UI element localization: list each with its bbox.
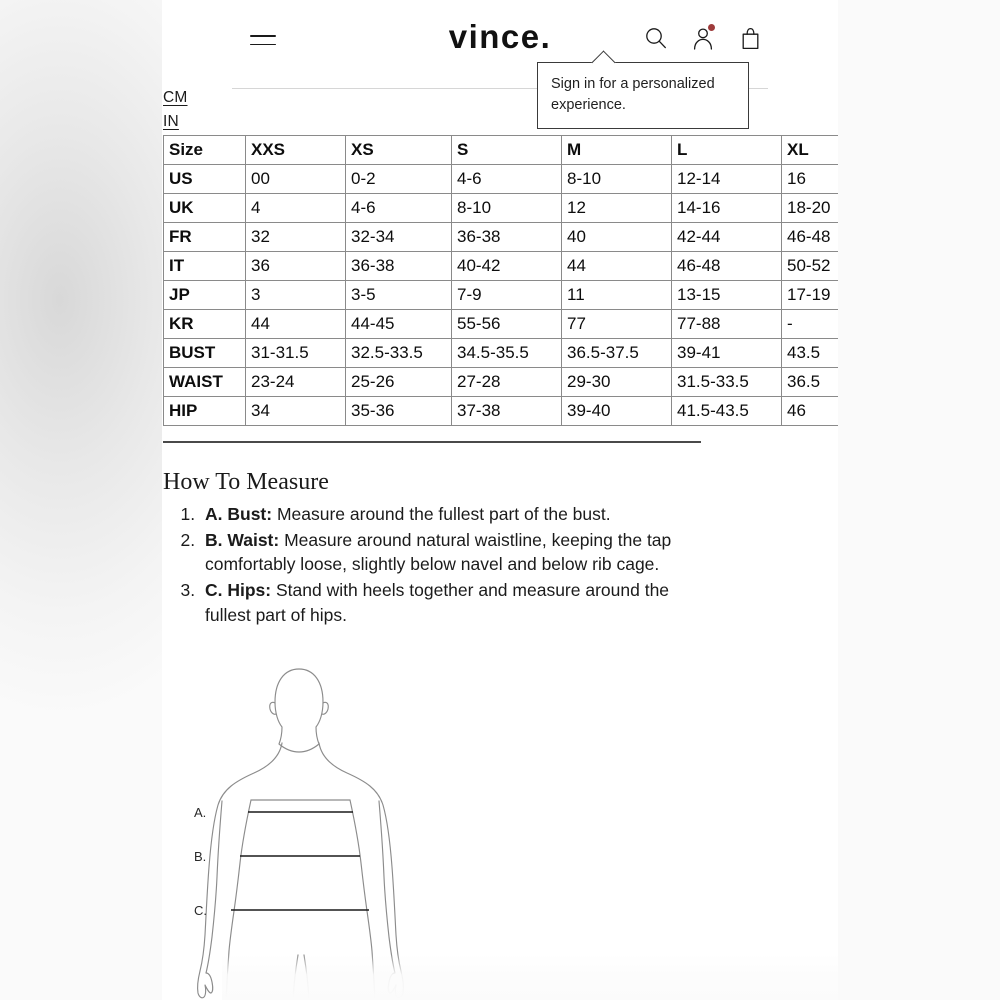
table-cell: 14-16 <box>672 194 782 223</box>
unit-option-cm[interactable]: CM <box>163 89 188 106</box>
unit-toggle <box>163 86 188 135</box>
account-notification-badge <box>708 24 715 31</box>
table-row <box>164 310 839 339</box>
table-cell: 36.5-37.5 <box>562 339 672 368</box>
measure-item-text: Stand with heels together and measure around the fullest part of hips. <box>205 580 670 626</box>
table-cell: 46-48 <box>672 252 782 281</box>
table-cell: 16 <box>782 165 839 194</box>
table-row <box>164 194 839 223</box>
body-measurement-diagram <box>162 655 838 1000</box>
table-row <box>164 281 839 310</box>
header-icon-group <box>643 24 763 52</box>
table-cell: 17-19 <box>782 281 839 310</box>
sign-in-tooltip[interactable]: Sign in for a personalized experience. <box>537 62 749 129</box>
table-cell: 3-5 <box>346 281 452 310</box>
female-body-outline-icon <box>162 655 838 1000</box>
table-cell: 18-20 <box>782 194 839 223</box>
search-icon[interactable] <box>643 24 669 52</box>
measure-item-lead: B. Waist: <box>205 529 280 550</box>
table-cell: 32 <box>246 223 346 252</box>
row-label: IT <box>164 252 246 281</box>
table-cell: 31-31.5 <box>246 339 346 368</box>
table-cell: 41.5-43.5 <box>672 397 782 426</box>
row-label: HIP <box>164 397 246 426</box>
measure-item-lead: C. Hips: <box>205 580 272 601</box>
column-header: L <box>672 136 782 165</box>
table-cell: 4-6 <box>346 194 452 223</box>
column-header: XL <box>782 136 839 165</box>
table-cell: 50-52 <box>782 252 839 281</box>
row-label: WAIST <box>164 368 246 397</box>
table-cell: 77 <box>562 310 672 339</box>
brand-logo[interactable]: vince. <box>448 18 552 55</box>
table-cell: 44 <box>246 310 346 339</box>
column-header: XS <box>346 136 452 165</box>
table-cell: 0-2 <box>346 165 452 194</box>
table-cell: 4 <box>246 194 346 223</box>
table-cell: 77-88 <box>672 310 782 339</box>
table-header-row <box>164 136 839 165</box>
table-cell: 29-30 <box>562 368 672 397</box>
table-row <box>164 368 839 397</box>
table-cell: 34.5-35.5 <box>452 339 562 368</box>
table-cell: 55-56 <box>452 310 562 339</box>
table-cell: 7-9 <box>452 281 562 310</box>
list-item <box>200 528 702 578</box>
table-cell: 46-48 <box>782 223 839 252</box>
list-item <box>200 578 702 628</box>
table-row <box>164 165 839 194</box>
size-chart-table <box>163 135 838 426</box>
table-cell: 25-26 <box>346 368 452 397</box>
table-row <box>164 223 839 252</box>
table-cell: 40 <box>562 223 672 252</box>
how-to-measure-list <box>162 502 702 628</box>
figure-label-c: C. <box>194 903 207 918</box>
table-cell: 43.5 <box>782 339 839 368</box>
section-divider <box>163 441 701 443</box>
table-cell: 40-42 <box>452 252 562 281</box>
table-cell: 8-10 <box>562 165 672 194</box>
table-cell: 11 <box>562 281 672 310</box>
table-cell: 12 <box>562 194 672 223</box>
row-label: BUST <box>164 339 246 368</box>
figure-label-a: A. <box>194 805 207 820</box>
how-to-measure-section <box>162 468 702 629</box>
measure-item-lead: A. Bust: <box>205 503 273 524</box>
shopping-bag-icon[interactable] <box>737 24 763 52</box>
size-chart-table-wrapper <box>163 135 838 426</box>
table-cell: 12-14 <box>672 165 782 194</box>
table-row <box>164 252 839 281</box>
table-cell: 44 <box>562 252 672 281</box>
row-label: UK <box>164 194 246 223</box>
size-guide-modal <box>162 0 838 1000</box>
row-label: JP <box>164 281 246 310</box>
column-header: Size <box>164 136 246 165</box>
unit-option-in[interactable]: IN <box>163 113 179 131</box>
row-label: KR <box>164 310 246 339</box>
table-cell: 39-40 <box>562 397 672 426</box>
table-cell: 4-6 <box>452 165 562 194</box>
table-cell: 27-28 <box>452 368 562 397</box>
table-cell: 13-15 <box>672 281 782 310</box>
table-cell: 39-41 <box>672 339 782 368</box>
table-cell: 32-34 <box>346 223 452 252</box>
table-cell: 32.5-33.5 <box>346 339 452 368</box>
table-cell: 8-10 <box>452 194 562 223</box>
column-header: XXS <box>246 136 346 165</box>
measure-item-text: Measure around natural waistline, keeping the tap comfortably loose, slightly below navel and below rib cage. <box>205 529 672 575</box>
measure-item-text: Measure around the fullest part of the bust. <box>272 503 611 524</box>
figure-label-b: B. <box>194 849 207 864</box>
table-cell: 36 <box>246 252 346 281</box>
list-item <box>200 502 702 527</box>
table-cell: 35-36 <box>346 397 452 426</box>
table-cell: 36-38 <box>452 223 562 252</box>
table-row <box>164 339 839 368</box>
table-cell: 42-44 <box>672 223 782 252</box>
table-cell: 34 <box>246 397 346 426</box>
table-cell: 37-38 <box>452 397 562 426</box>
table-cell: - <box>782 310 839 339</box>
table-cell: 3 <box>246 281 346 310</box>
table-cell: 46 <box>782 397 839 426</box>
column-header: M <box>562 136 672 165</box>
account-person-icon[interactable] <box>690 24 716 52</box>
how-to-measure-title: How To Measure <box>163 469 329 495</box>
table-cell: 31.5-33.5 <box>672 368 782 397</box>
table-cell: 36-38 <box>346 252 452 281</box>
row-label: US <box>164 165 246 194</box>
table-cell: 36.5 <box>782 368 839 397</box>
table-cell: 44-45 <box>346 310 452 339</box>
table-cell: 23-24 <box>246 368 346 397</box>
column-header: S <box>452 136 562 165</box>
table-cell: 00 <box>246 165 346 194</box>
row-label: FR <box>164 223 246 252</box>
table-row <box>164 397 839 426</box>
